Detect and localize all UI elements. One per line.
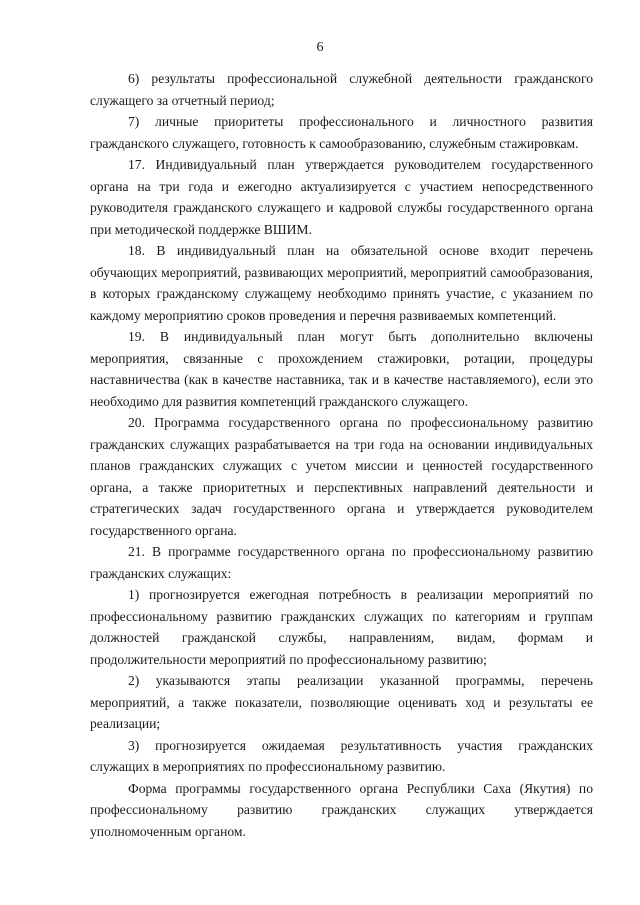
paragraph-21: 21. В программе государственного органа по профессиональному развитию гражданских служащих:	[90, 544, 593, 581]
paragraph-item-7: 7) личные приоритеты профессионального и личностного развития гражданского служащего, готовность к самообразованию, служебным стажировкам.	[90, 114, 593, 151]
paragraph-item-6: 6) результаты профессиональной служебной деятельности гражданского служащего за отчетный период;	[90, 71, 593, 108]
document-body	[90, 68, 593, 842]
paragraph-17: 17. Индивидуальный план утверждается руководителем государственного органа на три года и ежегодно актуализируется с участием непосредственного руководителя гражданского служащего и кадровой службы государственного органа при методической поддержке ВШИМ.	[90, 157, 593, 237]
paragraph-18: 18. В индивидуальный план на обязательной основе входит перечень обучающих мероприятий, развивающих мероприятий, мероприятий самообразования, в которых гражданскому служащему необходимо принять участие, с указанием по каждому мероприятию сроков проведения и перечня развиваемых компетенций.	[90, 243, 593, 323]
page-number: 6	[316, 40, 324, 55]
paragraph-19: 19. В индивидуальный план могут быть дополнительно включены мероприятия, связанные с прохождением стажировки, ротации, процедуры наставничества (как в качестве наставника, так и в качестве наставляемого), если это необходимо для развития компетенций гражданского служащего.	[90, 329, 593, 409]
paragraph-21-item-2: 2) указываются этапы реализации указанной программы, перечень мероприятий, а также показатели, позволяющие оценивать ход и результаты ее реализации;	[90, 673, 593, 731]
paragraph-21-item-1: 1) прогнозируется ежегодная потребность в реализации мероприятий по профессиональному развитию гражданских служащих по категориям и группам должностей гражданской службы, направлениям, видам, формам и продолжительности мероприятий по профессиональному развитию;	[90, 587, 593, 667]
paragraph-21-item-3: 3) прогнозируется ожидаемая результативность участия гражданских служащих в мероприятиях по профессиональному развитию.	[90, 737, 593, 774]
paragraph-20: 20. Программа государственного органа по профессиональному развитию гражданских служащих разрабатывается на три года на основании индивидуальных планов гражданских служащих с учетом миссии и ценностей государственного органа, а также приоритетных и перспективных направлений деятельности и стратегических задач государственного органа и утверждается руководителем государственного органа.	[90, 415, 593, 538]
paragraph-program-form: Форма программы государственного органа Республики Саха (Якутия) по профессиональному развитию гражданских служащих утверждается уполномоченным органом.	[90, 780, 593, 839]
